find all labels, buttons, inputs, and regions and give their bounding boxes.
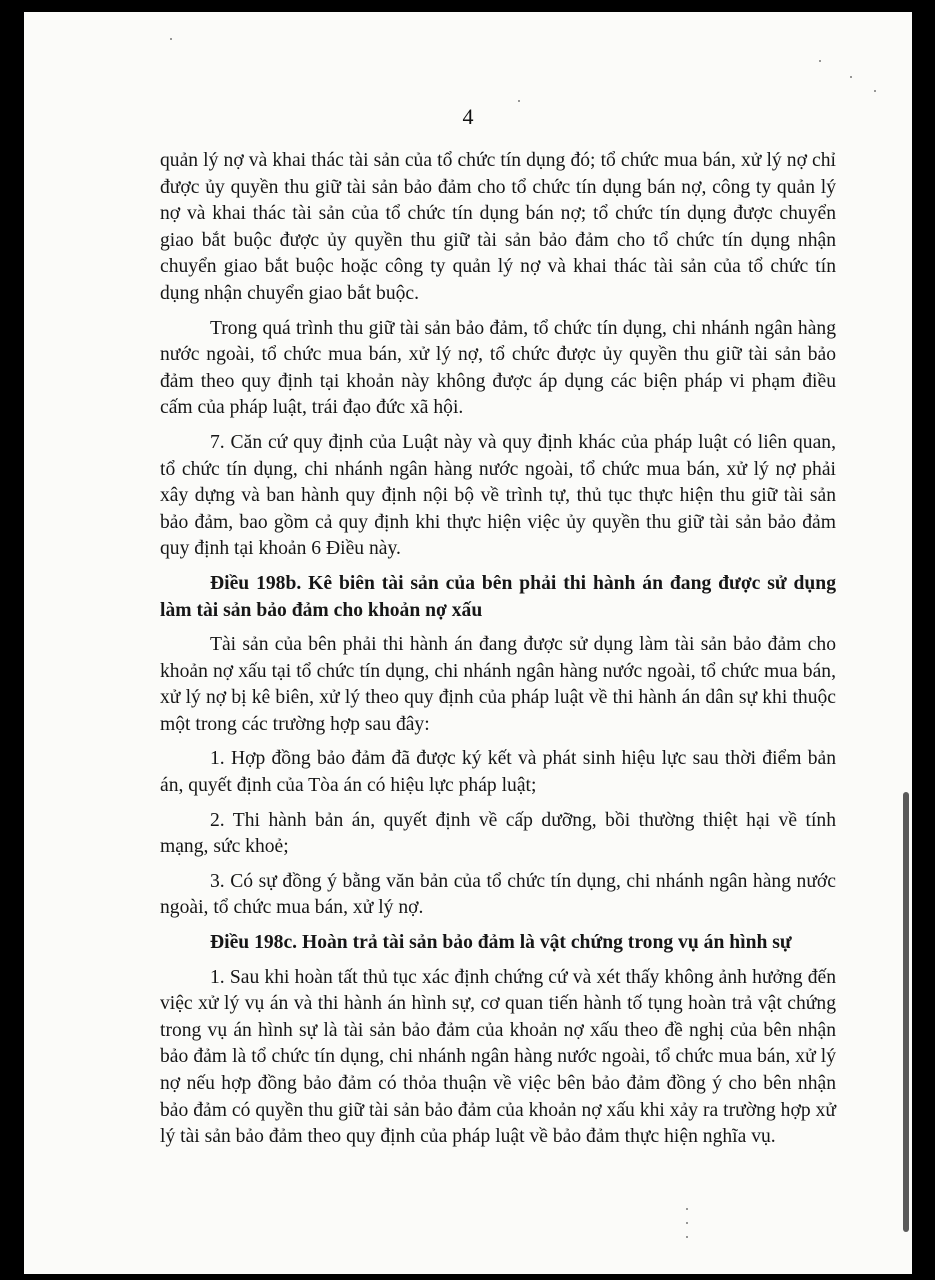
page-number: 4 [462, 104, 474, 129]
document-body [160, 148, 836, 1159]
paragraph-item-1: 1. Sau khi hoàn tất thủ tục xác định chứng cứ và xét thấy không ảnh hưởng đến việc xử lý vụ án và thi hành án hình sự, cơ quan tiến hành tố tụng hoàn trả vật chứng trong vụ án hình sự là tài sản bảo đảm của khoản nợ xấu theo đề nghị của bên nhận bảo đảm là tổ chức tín dụng, chi nhánh ngân hàng nước ngoài, tổ chức mua bán, xử lý nợ nếu hợp đồng bảo đảm có thỏa thuận về việc bên bảo đảm đồng ý cho bên nhận bảo đảm có quyền thu giữ tài sản bảo đảm của khoản nợ xấu khi xảy ra trường hợp xử lý tài sản bảo đảm theo quy định của pháp luật về bảo đảm thực hiện nghĩa vụ. [160, 966, 836, 1148]
scan-speck [874, 90, 876, 92]
article-heading-198c: Điều 198c. Hoàn trả tài sản bảo đảm là vật chứng trong vụ án hình sự [210, 932, 792, 954]
paragraph-clause-7: 7. Căn cứ quy định của Luật này và quy định khác của pháp luật có liên quan, tổ chức tín dụng, chi nhánh ngân hàng nước ngoài, tổ chức mua bán, xử lý nợ phải xây dựng và ban hành quy định nội bộ về trình tự, thủ tục thực hiện thu giữ tài sản bảo đảm, bao gồm cả quy định khi thực hiện việc ủy quyền thu giữ tài sản bảo đảm quy định tại khoản 6 Điều này. [160, 431, 836, 560]
paragraph-item-2: 2. Thi hành bản án, quyết định về cấp dưỡng, bồi thường thiệt hại về tính mạng, sức khoẻ; [160, 809, 836, 858]
scan-speck [518, 100, 520, 102]
paragraph: Trong quá trình thu giữ tài sản bảo đảm, tổ chức tín dụng, chi nhánh ngân hàng nước ngoài, tổ chức mua bán, xử lý nợ, tổ chức được ủy quyền thu giữ tài sản bảo đảm theo quy định tại khoản này không được áp dụng các biện pháp vi phạm điều cấm của pháp luật, trái đạo đức xã hội. [160, 317, 836, 419]
article-heading-198b: Điều 198b. Kê biên tài sản của bên phải thi hành án đang được sử dụng làm tài sản bảo đảm cho khoản nợ xấu [160, 572, 836, 621]
scrollbar[interactable] [903, 792, 909, 1232]
scan-speck [686, 1208, 688, 1210]
paragraph-item-3: 3. Có sự đồng ý bằng văn bản của tổ chức tín dụng, chi nhánh ngân hàng nước ngoài, tổ chức mua bán, xử lý nợ. [160, 870, 836, 919]
document-page [24, 12, 912, 1274]
paragraph: Tài sản của bên phải thi hành án đang được sử dụng làm tài sản bảo đảm cho khoản nợ xấu tại tổ chức tín dụng, chi nhánh ngân hàng nước ngoài, tổ chức mua bán, xử lý nợ bị kê biên, xử lý theo quy định của pháp luật về thi hành án dân sự khi thuộc một trong các trường hợp sau đây: [160, 634, 836, 735]
scan-speck [686, 1222, 688, 1224]
paragraph-item-1: 1. Hợp đồng bảo đảm đã được ký kết và phát sinh hiệu lực sau thời điểm bản án, quyết định của Tòa án có hiệu lực pháp luật; [160, 748, 836, 797]
scan-speck [819, 60, 821, 62]
scan-speck [170, 38, 172, 40]
scan-speck [686, 1236, 688, 1238]
scan-speck [850, 76, 852, 78]
paragraph-continuation: quản lý nợ và khai thác tài sản của tổ chức tín dụng đó; tổ chức mua bán, xử lý nợ chỉ được ủy quyền thu giữ tài sản bảo đảm cho tổ chức tín dụng bán nợ, công ty quản lý nợ và khai thác tài sản của tổ chức tín dụng bán nợ; tổ chức tín dụng được chuyển giao bắt buộc được ủy quyền thu giữ tài sản bảo đảm cho tổ chức tín dụng nhận chuyển giao bắt buộc hoặc công ty quản lý nợ và khai thác tài sản của tổ chức tín dụng nhận chuyển giao bắt buộc. [160, 150, 836, 304]
